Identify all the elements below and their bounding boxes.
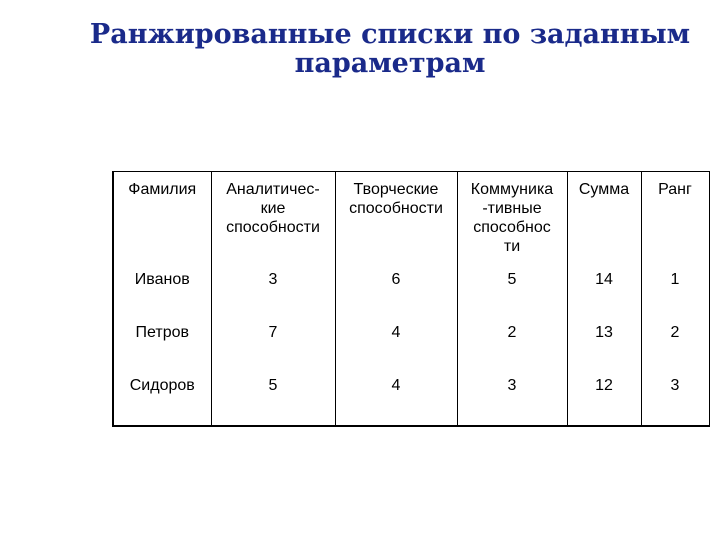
cell-communicative: 5 bbox=[457, 267, 567, 320]
cell-sum: 13 bbox=[567, 320, 641, 373]
header-analytical: Аналитичес- кие способности bbox=[211, 172, 335, 267]
cell-sum: 14 bbox=[567, 267, 641, 320]
slide-title bbox=[0, 20, 720, 78]
header-row bbox=[113, 172, 709, 267]
header-surname: Фамилия bbox=[113, 172, 211, 267]
cell-creative: 4 bbox=[335, 373, 457, 426]
slide-title-line-1: Ранжированные списки по заданным bbox=[89, 19, 691, 50]
table-row bbox=[113, 320, 709, 373]
header-rank: Ранг bbox=[641, 172, 709, 267]
cell-creative: 6 bbox=[335, 267, 457, 320]
table-row bbox=[113, 373, 709, 426]
cell-creative: 4 bbox=[335, 320, 457, 373]
cell-rank: 1 bbox=[641, 267, 709, 320]
cell-surname: Иванов bbox=[113, 267, 211, 320]
cell-communicative: 2 bbox=[457, 320, 567, 373]
header-sum: Сумма bbox=[567, 172, 641, 267]
cell-surname: Сидоров bbox=[113, 373, 211, 426]
cell-rank: 2 bbox=[641, 320, 709, 373]
table-row bbox=[113, 267, 709, 320]
cell-analytical: 3 bbox=[211, 267, 335, 320]
slide-title-line-2: параметрам bbox=[294, 48, 486, 79]
cell-rank: 3 bbox=[641, 373, 709, 426]
cell-sum: 12 bbox=[567, 373, 641, 426]
cell-communicative: 3 bbox=[457, 373, 567, 426]
header-creative: Творческие способности bbox=[335, 172, 457, 267]
cell-surname: Петров bbox=[113, 320, 211, 373]
cell-analytical: 7 bbox=[211, 320, 335, 373]
header-communicative: Коммуника -тивные способнос ти bbox=[457, 172, 567, 267]
cell-analytical: 5 bbox=[211, 373, 335, 426]
ranking-table bbox=[112, 171, 710, 427]
